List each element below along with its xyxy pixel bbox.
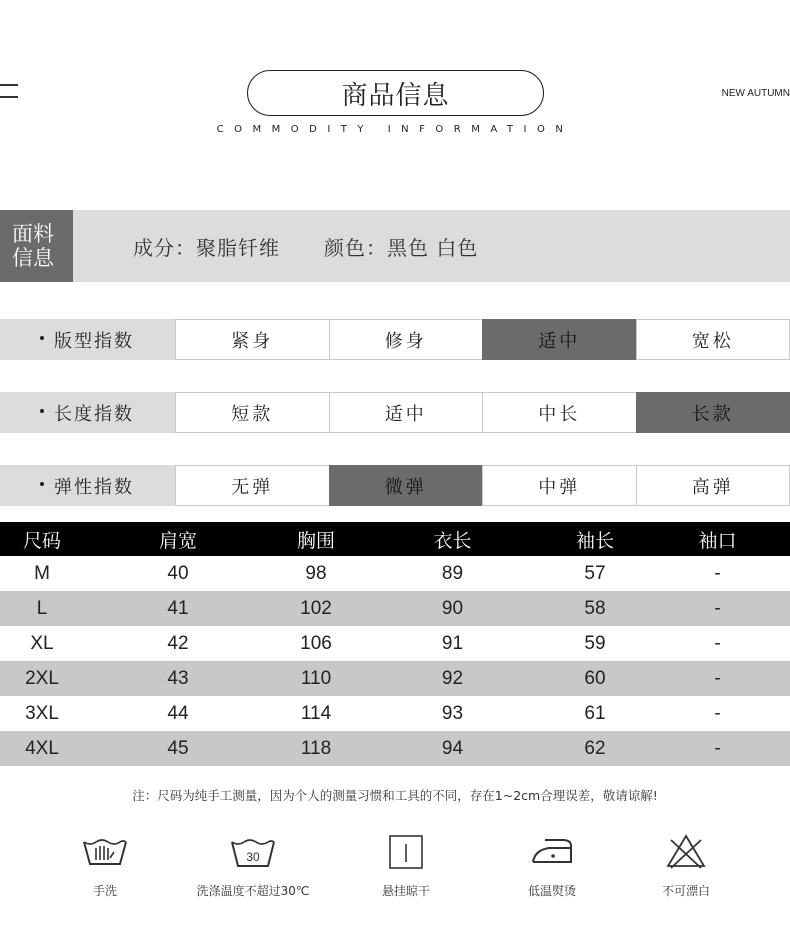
table-cell: 118	[300, 737, 332, 759]
page-title-text: 商品信息	[341, 80, 450, 111]
index-row-length	[0, 392, 790, 433]
table-cell: 59	[584, 632, 606, 654]
hand-wash-icon	[80, 832, 130, 872]
table-cell: 89	[441, 562, 464, 584]
page-title	[247, 70, 544, 116]
index-option: 中弹	[482, 465, 637, 506]
table-cell: XL	[30, 632, 54, 654]
table-cell: 61	[584, 702, 606, 724]
care-item-hang-dry	[341, 832, 471, 899]
table-row	[0, 591, 790, 626]
table-cell: 102	[300, 597, 332, 619]
table-cell: 110	[300, 667, 332, 689]
index-option: 高弹	[636, 465, 790, 506]
index-label: 弹性指数	[0, 465, 176, 506]
table-header	[0, 522, 790, 556]
column-header: 肩宽	[158, 529, 197, 552]
care-item-hand-wash	[40, 832, 170, 899]
table-cell: 41	[167, 597, 189, 619]
table-cell: -	[714, 632, 721, 654]
table-cell: 43	[167, 667, 189, 689]
table-cell: 114	[300, 702, 332, 724]
index-option: 修身	[329, 319, 484, 360]
table-cell: 58	[584, 597, 606, 619]
table-cell: 42	[167, 632, 189, 654]
table-cell: 2XL	[25, 667, 59, 689]
care-label: 洗涤温度不超过30℃	[196, 884, 310, 898]
care-label: 不可漂白	[661, 884, 710, 898]
table-row	[0, 661, 790, 696]
index-option: 无弹	[175, 465, 330, 506]
wash-temp-icon	[228, 832, 278, 872]
table-cell: 40	[167, 562, 189, 584]
tagline: NEW AUTUMN	[721, 88, 790, 99]
table-row	[0, 556, 790, 591]
column-header: 尺码	[22, 529, 61, 552]
care-item-low-iron	[487, 832, 617, 899]
menu-icon[interactable]	[0, 84, 18, 108]
index-label: 版型指数	[0, 319, 176, 360]
table-cell: 57	[584, 562, 606, 584]
care-item-no-bleach	[621, 832, 751, 899]
care-label: 手洗	[92, 884, 117, 898]
fabric-colors: 颜色：黑色 白色	[324, 235, 479, 260]
index-option-selected: 微弹	[329, 465, 484, 506]
table-cell: 90	[441, 597, 464, 619]
page-subtitle: COMMODITY INFORMATION	[216, 124, 574, 135]
index-option: 宽松	[636, 319, 790, 360]
fabric-label-line1: 面料	[12, 222, 54, 246]
index-option: 短款	[175, 392, 330, 433]
care-label: 悬挂晾干	[381, 884, 430, 898]
index-label: 长度指数	[0, 392, 176, 433]
index-option-selected: 适中	[482, 319, 637, 360]
table-row	[0, 731, 790, 766]
index-row-fit	[0, 319, 790, 360]
low-iron-icon	[527, 832, 577, 872]
table-cell: -	[714, 562, 721, 584]
size-table	[0, 522, 790, 766]
no-bleach-icon	[661, 832, 711, 872]
table-cell: 4XL	[25, 737, 59, 759]
index-option: 中长	[482, 392, 637, 433]
table-row	[0, 696, 790, 731]
column-header: 袖口	[698, 529, 737, 552]
table-row	[0, 626, 790, 661]
measurement-note: 注：尺码为纯手工测量，因为个人的测量习惯和工具的不同，存在1~2cm合理误差，敬请谅解!	[132, 788, 658, 803]
table-cell: 92	[441, 667, 464, 689]
table-cell: 106	[300, 632, 332, 654]
index-option-selected: 长款	[636, 392, 790, 433]
care-item-wash-temp	[188, 832, 318, 899]
column-header: 胸围	[296, 529, 335, 552]
table-cell: -	[714, 667, 721, 689]
table-cell: 93	[441, 702, 464, 724]
fabric-label-line2: 信息	[12, 246, 54, 270]
column-header: 衣长	[433, 529, 472, 552]
index-option: 紧身	[175, 319, 330, 360]
index-row-elasticity	[0, 465, 790, 506]
table-cell: 44	[167, 702, 189, 724]
fabric-composition: 成分：聚脂钎维	[133, 235, 280, 260]
table-cell: -	[714, 597, 721, 619]
table-cell: 94	[441, 737, 464, 759]
table-cell: 45	[167, 737, 189, 759]
table-cell: -	[714, 737, 721, 759]
table-cell: 3XL	[25, 702, 59, 724]
fabric-details	[133, 210, 478, 282]
care-label: 低温熨烫	[527, 884, 576, 898]
fabric-label	[0, 210, 73, 282]
column-header: 袖长	[575, 529, 614, 552]
table-cell: 98	[305, 562, 327, 584]
table-cell: 62	[584, 737, 606, 759]
table-cell: 60	[584, 667, 606, 689]
table-cell: 91	[441, 632, 464, 654]
fabric-info	[0, 210, 790, 282]
wash-temp-value: 30	[246, 850, 260, 864]
table-cell: -	[714, 702, 721, 724]
hang-dry-icon	[381, 832, 431, 872]
index-option: 适中	[329, 392, 484, 433]
table-cell: L	[36, 597, 48, 619]
table-cell: M	[34, 562, 50, 584]
